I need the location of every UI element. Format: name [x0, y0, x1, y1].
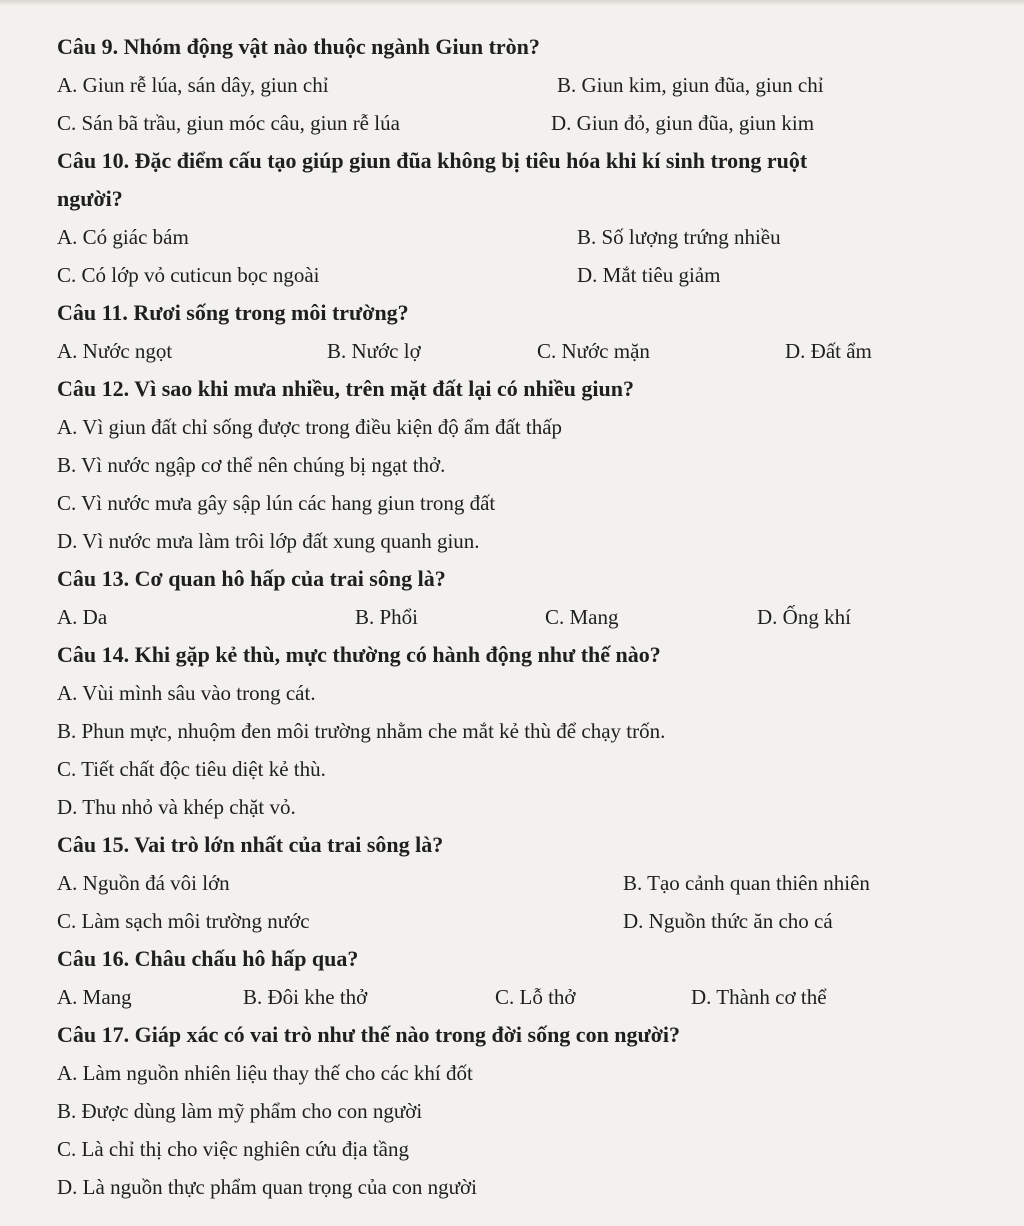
question-text: Giáp xác có vai trò như thế nào trong đời sống con người?: [134, 1022, 681, 1047]
question-9: [57, 28, 957, 142]
question-10: [57, 142, 957, 294]
question-number: Câu 11.: [57, 300, 128, 325]
question-10-prompt: [57, 142, 957, 180]
option-a: A. Làm nguồn nhiên liệu thay thế cho các khí đốt: [57, 1061, 473, 1085]
question-text: Khi gặp kẻ thù, mực thường có hành động như thế nào?: [134, 642, 661, 667]
question-14-prompt: [57, 636, 957, 674]
option-b: B. Giun kim, giun đũa, giun chỉ: [557, 73, 824, 97]
option-d: D. Giun đỏ, giun đũa, giun kim: [551, 111, 815, 135]
question-text: Rươi sống trong môi trường?: [133, 300, 409, 325]
option-d: D. Là nguồn thực phẩm quan trọng của con người: [57, 1175, 477, 1199]
option-b: B. Phổi: [355, 605, 419, 629]
option-c: C. Sán bã trầu, giun móc câu, giun rễ lúa: [57, 111, 400, 135]
question-number: Câu 12.: [57, 376, 130, 401]
option-d: D. Ống khí: [757, 605, 851, 629]
option-c: C. Là chỉ thị cho việc nghiên cứu địa tầng: [57, 1137, 409, 1161]
question-17-prompt: [57, 1016, 957, 1054]
option-b: B. Số lượng trứng nhiều: [577, 225, 781, 249]
question-16-prompt: [57, 940, 957, 978]
options-row: [57, 902, 957, 940]
question-text: Vì sao khi mưa nhiều, trên mặt đất lại có nhiều giun?: [134, 376, 634, 401]
options-row: [57, 104, 957, 142]
question-number: Câu 10.: [57, 148, 130, 173]
quiz-page: [57, 28, 957, 1206]
options-row: [57, 978, 957, 1016]
question-number: Câu 17.: [57, 1022, 130, 1047]
option-d: D. Thành cơ thể: [691, 985, 827, 1009]
options-row: [57, 218, 957, 256]
question-12: [57, 370, 957, 560]
question-10-prompt-cont: người?: [57, 186, 123, 211]
option-a: A. Nước ngọt: [57, 339, 173, 363]
options-row: [57, 864, 957, 902]
option-a: A. Có giác bám: [57, 225, 189, 249]
question-number: Câu 14.: [57, 642, 130, 667]
question-number: Câu 15.: [57, 832, 130, 857]
question-11-prompt: [57, 294, 957, 332]
option-a: A. Vùi mình sâu vào trong cát.: [57, 681, 316, 705]
option-d: D. Vì nước mưa làm trôi lớp đất xung quanh giun.: [57, 529, 480, 553]
option-c: C. Vì nước mưa gây sập lún các hang giun trong đất: [57, 491, 496, 515]
option-a: A. Giun rễ lúa, sán dây, giun chỉ: [57, 73, 329, 97]
option-b: B. Được dùng làm mỹ phẩm cho con người: [57, 1099, 423, 1123]
options-row: [57, 332, 957, 370]
question-12-prompt: [57, 370, 957, 408]
option-d: D. Nguồn thức ăn cho cá: [623, 909, 833, 933]
option-d: D. Thu nhỏ và khép chặt vỏ.: [57, 795, 296, 819]
option-d: D. Mắt tiêu giảm: [577, 263, 721, 287]
question-13: [57, 560, 957, 636]
question-number: Câu 13.: [57, 566, 130, 591]
question-number: Câu 9.: [57, 34, 119, 59]
option-b: B. Vì nước ngập cơ thể nên chúng bị ngạt thở.: [57, 453, 446, 477]
question-text: Đặc điểm cấu tạo giúp giun đũa không bị tiêu hóa khi kí sinh trong ruột: [134, 148, 808, 173]
option-c: C. Lỗ thở: [495, 985, 576, 1009]
option-c: C. Làm sạch môi trường nước: [57, 909, 310, 933]
question-16: [57, 940, 957, 1016]
option-b: B. Nước lợ: [327, 339, 421, 363]
question-11: [57, 294, 957, 370]
question-text: Vai trò lớn nhất của trai sông là?: [134, 832, 444, 857]
option-a: A. Vì giun đất chỉ sống được trong điều kiện độ ẩm đất thấp: [57, 415, 563, 439]
question-14: [57, 636, 957, 826]
option-c: C. Mang: [545, 605, 619, 629]
question-13-prompt: [57, 560, 957, 598]
option-d: D. Đất ẩm: [785, 339, 872, 363]
question-text: Châu chấu hô hấp qua?: [134, 946, 359, 971]
page-top-edge: [0, 0, 1024, 6]
option-a: A. Nguồn đá vôi lớn: [57, 871, 230, 895]
question-15-prompt: [57, 826, 957, 864]
question-number: Câu 16.: [57, 946, 130, 971]
options-row: [57, 66, 957, 104]
question-9-prompt: [57, 28, 957, 66]
option-a: A. Da: [57, 605, 108, 629]
option-c: C. Tiết chất độc tiêu diệt kẻ thù.: [57, 757, 326, 781]
option-b: B. Phun mực, nhuộm đen môi trường nhằm che mắt kẻ thù để chạy trốn.: [57, 719, 666, 743]
option-a: A. Mang: [57, 985, 132, 1009]
option-b: B. Tạo cảnh quan thiên nhiên: [623, 871, 870, 895]
question-text: Nhóm động vật nào thuộc ngành Giun tròn?: [123, 34, 540, 59]
question-text: Cơ quan hô hấp của trai sông là?: [134, 566, 446, 591]
options-row: [57, 256, 957, 294]
question-17: [57, 1016, 957, 1206]
options-row: [57, 598, 957, 636]
option-c: C. Nước mặn: [537, 339, 650, 363]
option-c: C. Có lớp vỏ cuticun bọc ngoài: [57, 263, 320, 287]
question-15: [57, 826, 957, 940]
option-b: B. Đôi khe thở: [243, 985, 368, 1009]
